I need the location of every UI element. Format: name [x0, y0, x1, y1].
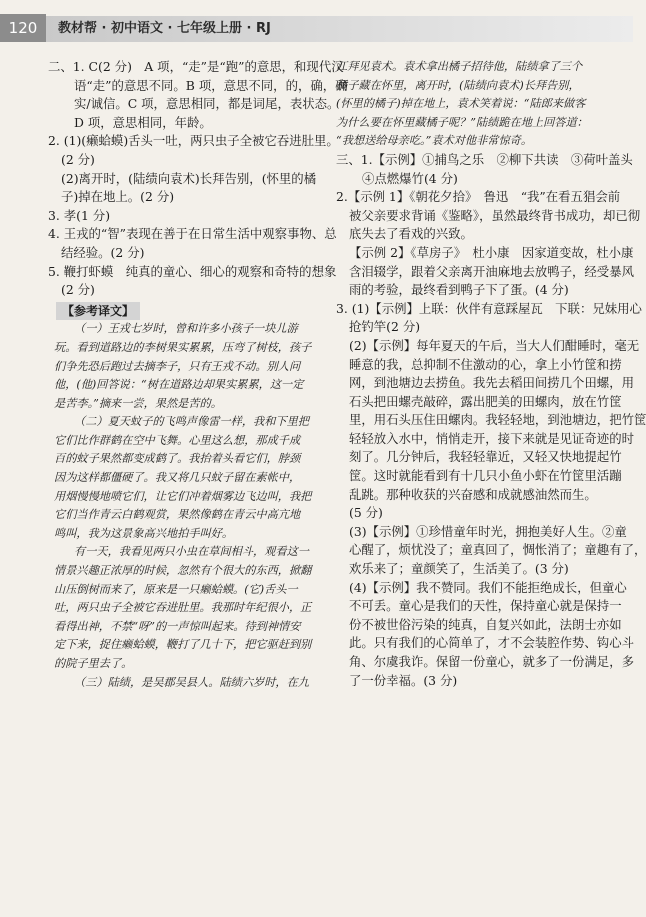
text-line: 玩。看到道路边的李树果实累累，压弯了树枝，孩子 — [54, 340, 312, 354]
text-line: 结经验。(2 分) — [61, 244, 145, 260]
text-line: 2. (1)(癞蛤蟆)舌头一吐，两只虫子全被它吞进肚里。 — [48, 133, 339, 149]
text-line: ④点燃爆竹(4 分) — [362, 170, 458, 186]
text-line: 角、尔虞我诈。保留一份童心，就多了一份满足，多 — [349, 654, 634, 669]
text-line: 江拜见袁术。袁术拿出橘子招待他，陆绩拿了三个 — [336, 60, 583, 73]
text-line: （一）王戎七岁时，曾和许多小孩子一块儿游 — [74, 322, 298, 336]
text-line: 定下来，捉住癞蛤蟆，鞭打了几十下，把它驱赶到别 — [54, 638, 312, 652]
text-line: 是苦李。”摘来一尝，果然是苦的。 — [54, 396, 222, 410]
page-number: 120 — [0, 14, 46, 42]
text-line: (2 分) — [61, 282, 95, 298]
text-line: 实/诚信。C 项，意思相同，都是词尾，表状态。 — [74, 96, 340, 112]
text-line: 3. 孝(1 分) — [48, 207, 111, 223]
text-line: 4. 王戎的“智”表现在善于在日常生活中观察事物、总 — [48, 226, 337, 242]
text-line: 不可丢。童心是我们的天性，保持童心就是保持一 — [349, 598, 622, 614]
text-line: 【参考译文】 — [56, 302, 140, 321]
text-line: 他，(他)回答说：“树在道路边却果实累累，这一定 — [54, 378, 304, 392]
text-line: 3. (1)【示例】上联：伙伴有意踩屋瓦 下联：兄妹用心 — [336, 300, 642, 316]
text-line: 了一份幸福。(3 分) — [349, 672, 458, 688]
text-line: （三）陆绩，是吴郡吴县人。陆绩六岁时，在九 — [74, 675, 309, 689]
text-line: “我想送给母亲吃。”袁术对他非常惊奇。 — [336, 134, 533, 148]
text-line: 它们当作青云白鹤观赏，果然像鹤在青云中高亢地 — [54, 508, 301, 522]
text-line: (5 分) — [349, 505, 383, 521]
text-line: 看得出神，不禁“呀”的一声惊叫起来。待到神情安 — [54, 619, 301, 633]
text-line: 【示例 2】《草房子》 杜小康 因家道变故，杜小康 — [349, 244, 634, 260]
text-line: 含泪辍学，跟着父亲离开油麻地去放鸭子，经受暴风 — [349, 263, 634, 279]
text-line: 它们比作群鹤在空中飞舞。心里这么想，那成千成 — [54, 433, 301, 447]
text-line: 山压倒树而来了，原来是一只癞蛤蟆。(它)舌头一 — [54, 582, 298, 596]
text-line: 橘子藏在怀里，离开时，(陆绩向袁术)长拜告别， — [336, 78, 580, 92]
text-line: 5. 鞭打虾蟆 纯真的童心、细心的观察和奇特的想象 — [48, 263, 337, 279]
text-line: 抢钓竿(2 分) — [349, 319, 421, 335]
text-line: 吐，两只虫子全被它吞进肚里。我那时年纪很小，正 — [54, 601, 312, 615]
text-line: (怀里的橘子)掉在地上，袁术笑着说：“陆郎来做客 — [336, 97, 586, 111]
text-line: 睡意的我，总抑制不住激动的心，拿上小竹筐和捞 — [349, 356, 622, 372]
text-line: (4)【示例】我不赞同。我们不能拒绝成长，但童心 — [349, 579, 627, 595]
text-line: （二）夏天蚊子的飞鸣声像雷一样，我和下里把 — [74, 415, 309, 429]
text-line: 因为这样都僵硬了。我又将几只蚊子留在素帐中， — [54, 471, 301, 485]
text-line: 情景兴趣正浓厚的时候，忽然有个很大的东西，掀翻 — [54, 564, 312, 578]
text-line: 心醒了，烦忧没了；童真回了，惆怅消了；童趣有了， — [349, 542, 646, 558]
text-line: 网，到池塘边去捞鱼。我先去稻田间捞几个田螺，用 — [349, 375, 634, 391]
text-line: 百的蚊子果然都变成鹤了。我抬着头看它们，脖颈 — [54, 452, 301, 466]
text-line: 份不被世俗污染的纯真，自复兴如此，法朗士亦如 — [349, 616, 622, 632]
text-line: 轻轻放入水中，悄悄走开，接下来就是见证奇迹的时 — [349, 430, 634, 446]
text-line: 们争先恐后跑过去摘李子，只有王戎不动。别人问 — [54, 359, 301, 373]
text-line: 欢乐来了；童颜笑了，生活美了。(3 分) — [349, 561, 569, 577]
text-line: 有一天，我看见两只小虫在草间相斗，观看这一 — [74, 545, 309, 559]
text-line: 被父亲要求背诵《鉴略》，虽然最终背书成功，却已彻 — [349, 207, 641, 223]
text-line: 乱跳。那种收获的兴奋感和成就感油然而生。 — [349, 486, 597, 502]
text-line: 子)掉在地上。(2 分) — [61, 189, 175, 205]
page-header — [0, 0, 633, 50]
text-line: 雨的考验，最终看到鸭子下了蛋。(4 分) — [349, 282, 569, 298]
text-line: 的院子里去了。 — [54, 657, 133, 670]
text-line: 用烟慢慢地喷它们，让它们冲着烟雾边飞边叫，我把 — [54, 489, 312, 503]
text-line: 底失去了看戏的兴致。 — [349, 226, 473, 242]
text-line: 筐。这时就能看到有十几只小鱼小虾在竹筐里活蹦 — [349, 468, 622, 484]
text-line: 为什么要在怀里藏橘子呢？”陆绩跪在地上回答道： — [336, 115, 588, 129]
text-line: 石头把田螺壳敲碎，露出肥美的田螺肉，放在竹筐 — [349, 393, 622, 409]
right-column — [336, 58, 646, 690]
text-line: (2 分) — [61, 151, 95, 167]
text-line: (3)【示例】①珍惜童年时光，拥抱美好人生。②童 — [349, 523, 627, 539]
text-line: 2.【示例 1】《朝花夕拾》 鲁迅 “我”在看五猖会前 — [336, 189, 621, 205]
text-line: (2)离开时，(陆绩向袁术)长拜告别，(怀里的橘 — [61, 170, 317, 186]
text-line: D 项，意思相同，年龄。 — [74, 114, 212, 130]
text-line: 三、1.【示例】①捕鸟之乐 ②柳下共读 ③荷叶盖头 — [336, 151, 633, 167]
text-line: 语“走”的意思不同。B 项，意思不同，的，确，确 — [74, 77, 348, 93]
text-line: 里，用石头压住田螺肉。我轻轻地，到池塘边，把竹筐 — [349, 412, 646, 428]
text-line: 刻了。几分钟后，我轻轻靠近，又轻又快地提起竹 — [349, 449, 622, 465]
book-title: 教材帮 · 初中语文 · 七年级上册 · RJ — [58, 21, 271, 36]
left-column — [48, 58, 348, 692]
text-line: 鸣叫，我为这景象高兴地拍手叫好。 — [54, 526, 234, 540]
text-line: 二、1. C(2 分) A 项，“走”是“跑”的意思，和现代汉 — [48, 59, 344, 74]
text-line: (2)【示例】每年夏天的午后，当大人们酣睡时，毫无 — [349, 337, 640, 353]
text-line: 此。只有我们的心简单了，才不会装腔作势、钩心斗 — [349, 635, 634, 651]
